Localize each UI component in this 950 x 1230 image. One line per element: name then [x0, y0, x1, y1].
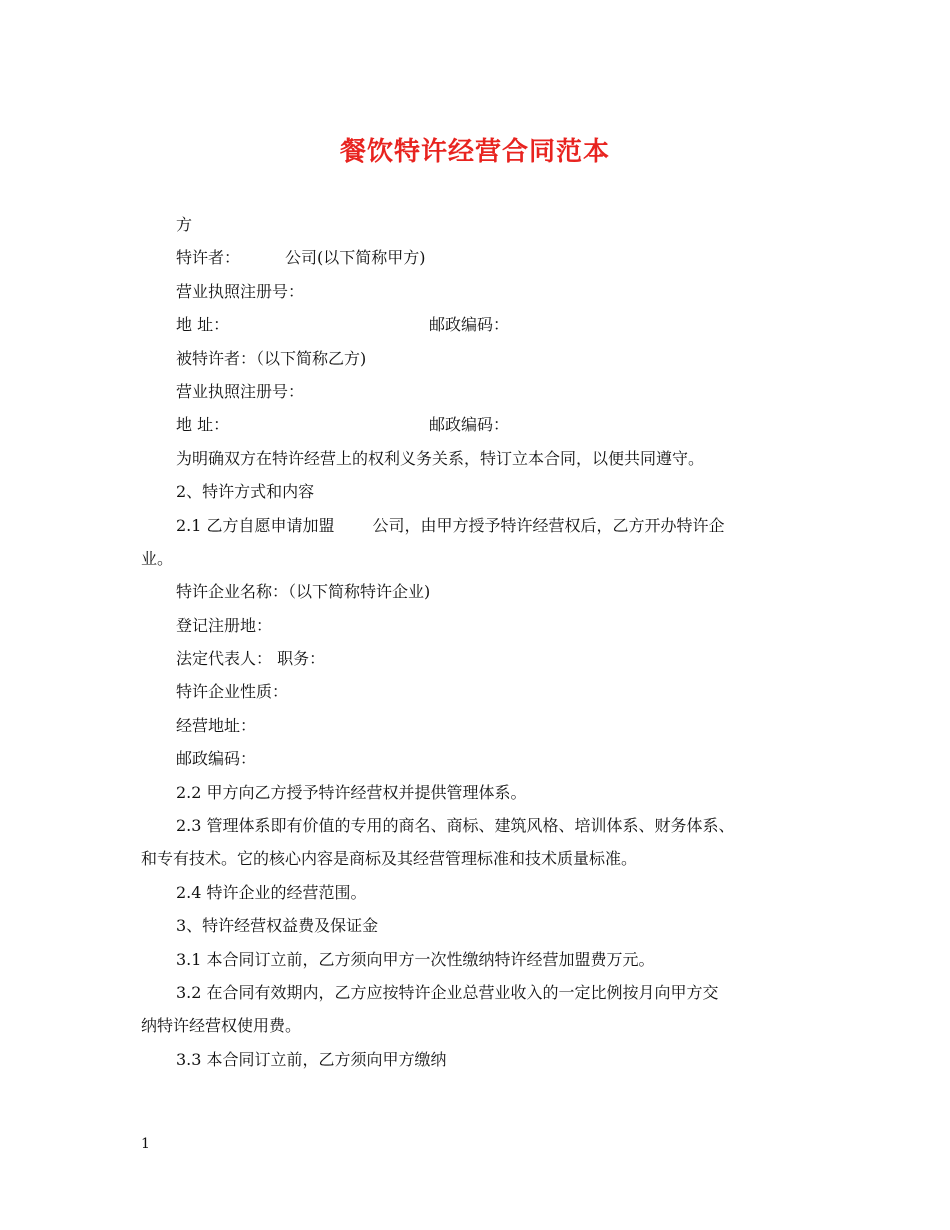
line-text: 和专有技术。它的核心内容是商标及其经营管理标准和技术质量标准。: [141, 849, 638, 869]
line-text: 业。: [141, 548, 174, 568]
line-text: 公司，由甲方授予特许经营权后，乙方开办特许企: [372, 515, 725, 535]
postcode-label: 邮政编码：: [429, 415, 510, 435]
line-text: 方: [176, 215, 193, 234]
document-body: [141, 208, 831, 1076]
text-line: [141, 542, 831, 575]
text-line: [141, 675, 831, 708]
text-line: [141, 442, 831, 475]
text-line: [141, 342, 831, 375]
text-line: [141, 842, 831, 875]
clause-line: [141, 509, 831, 542]
licensor-label: 特许者：: [176, 248, 241, 268]
section-heading: [141, 475, 831, 508]
line-text: 被特许者：（以下简称乙方): [176, 348, 367, 368]
licensor-company: 公司(以下简称甲方): [285, 248, 426, 268]
line-text: 法定代表人： 职务：: [176, 649, 326, 669]
line-text: 营业执照注册号：: [176, 381, 305, 401]
text-line: [141, 208, 831, 241]
line-text: 2.4 特许企业的经营范围。: [176, 882, 367, 902]
line-text: 2.3 管理体系即有价值的专用的商名、商标、建筑风格、培训体系、财务体系、: [176, 816, 735, 836]
licensor-line: [141, 241, 831, 274]
address-line: [141, 308, 831, 341]
text-line: [141, 275, 831, 308]
text-line: [141, 375, 831, 408]
line-text: 特许企业名称：（以下简称特许企业): [176, 582, 431, 602]
clause-line: [141, 809, 831, 842]
line-text: 登记注册地：: [176, 615, 273, 635]
line-text: 2.2 甲方向乙方授予特许经营权并提供管理体系。: [176, 782, 527, 802]
clause-line: [141, 1043, 831, 1076]
line-text: 3.2 在合同有效期内，乙方应按特许企业总营业收入的一定比例按月向甲方交: [176, 982, 719, 1002]
clause-line: [141, 943, 831, 976]
postcode-label: 邮政编码：: [429, 315, 510, 335]
page-number: 1: [141, 1136, 150, 1152]
line-text: 纳特许经营权使用费。: [141, 1016, 302, 1036]
address-label: 地 址：: [176, 415, 230, 435]
text-line: [141, 1009, 831, 1042]
line-text: 邮政编码：: [176, 749, 257, 769]
text-line: [141, 575, 831, 608]
text-line: [141, 609, 831, 642]
line-text: 3.3 本合同订立前，乙方须向甲方缴纳: [176, 1049, 447, 1069]
line-text: 特许企业性质：: [176, 682, 289, 702]
line-text: 2.1 乙方自愿申请加盟: [176, 515, 335, 535]
address-label: 地 址：: [176, 315, 230, 335]
line-text: 经营地址：: [176, 715, 257, 735]
text-line: [141, 742, 831, 775]
line-text: 为明确双方在特许经营上的权利义务关系，特订立本合同，以便共同遵守。: [176, 448, 705, 468]
address-line: [141, 408, 831, 441]
document-title: 餐饮特许经营合同范本: [339, 137, 610, 167]
section-heading: [141, 909, 831, 942]
line-text: 营业执照注册号：: [176, 281, 305, 301]
clause-line: [141, 776, 831, 809]
clause-line: [141, 976, 831, 1009]
line-text: 3、特许经营权益费及保证金: [176, 916, 379, 936]
text-line: [141, 642, 831, 675]
text-line: [141, 709, 831, 742]
clause-line: [141, 876, 831, 909]
line-text: 3.1 本合同订立前，乙方须向甲方一次性缴纳特许经营加盟费万元。: [176, 949, 655, 969]
line-text: 2、特许方式和内容: [176, 482, 315, 502]
